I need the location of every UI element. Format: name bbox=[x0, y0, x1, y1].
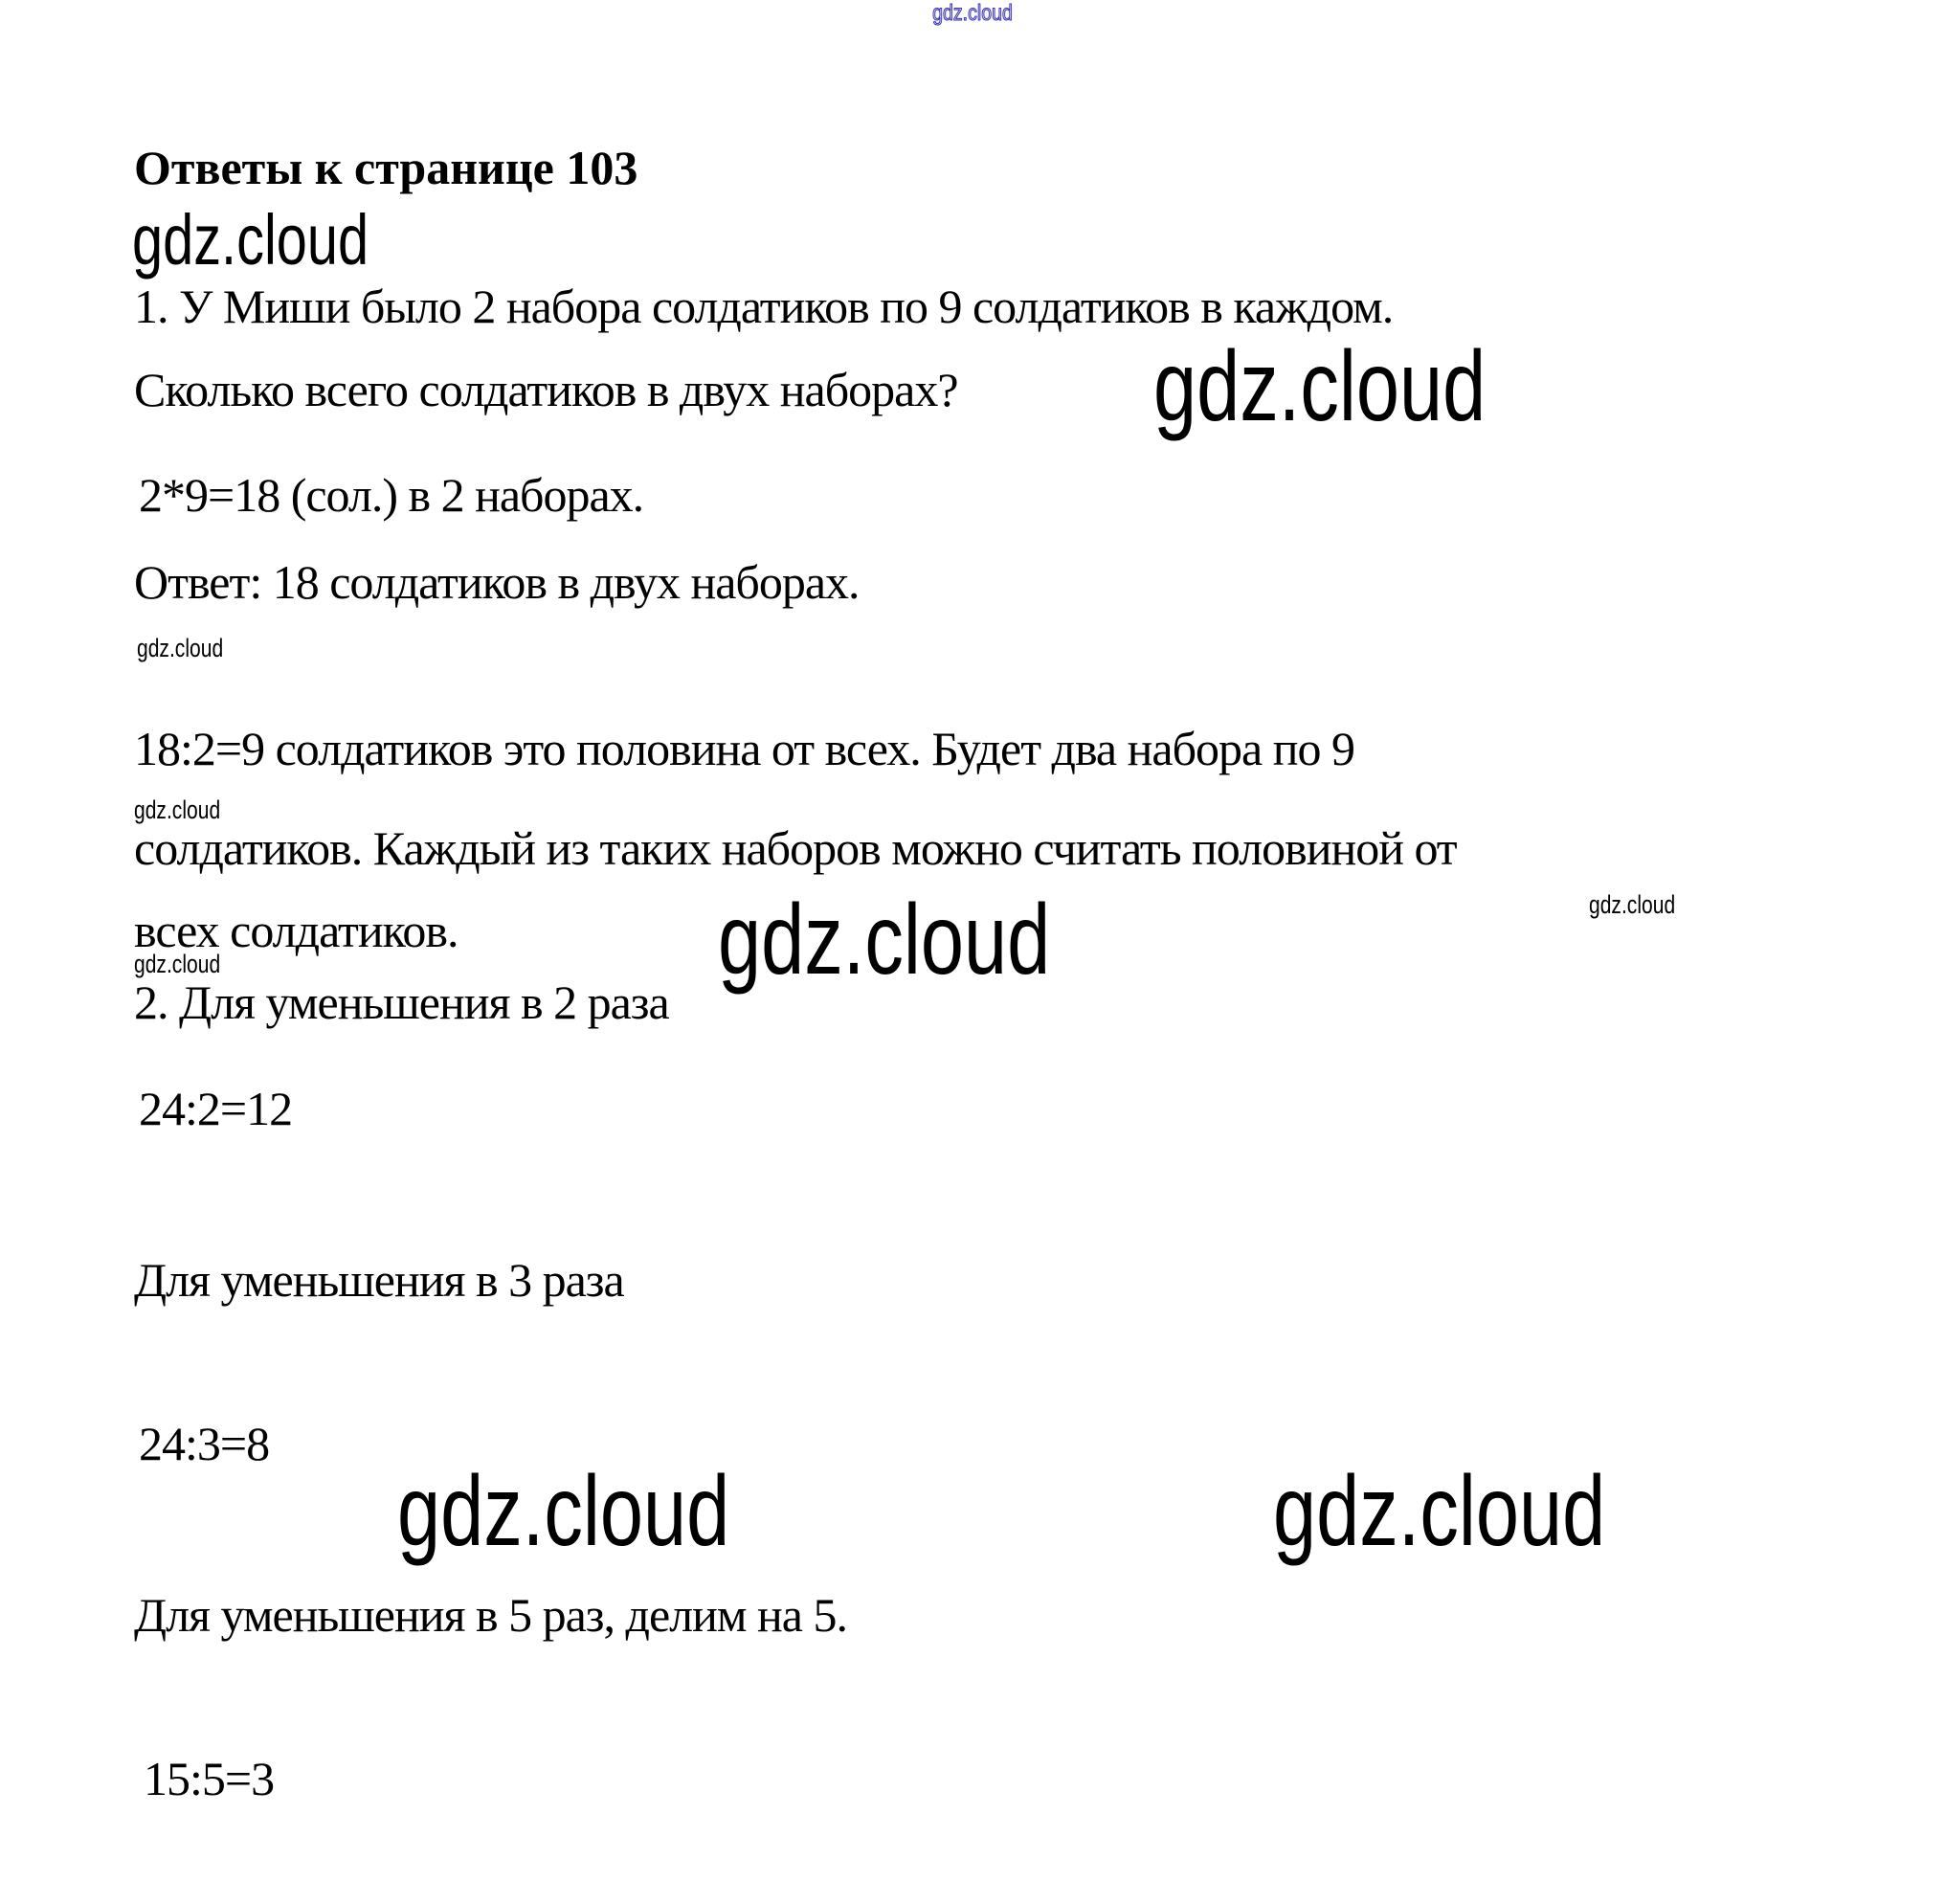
task2-step2-equation: 24:3=8 bbox=[139, 1417, 270, 1470]
task1-solution: 2*9=18 (сол.) в 2 наборах. bbox=[139, 468, 644, 522]
task1-answer: Ответ: 18 солдатиков в двух наборах. bbox=[134, 555, 860, 609]
page-title: Ответы к странице 103 bbox=[134, 141, 638, 194]
watermark-small-2: gdz.cloud bbox=[134, 795, 221, 824]
watermark-top: gdz.cloud bbox=[932, 0, 1013, 25]
watermark-inline-question: gdz.cloud bbox=[1153, 331, 1487, 442]
watermark-header: gdz.cloud bbox=[132, 200, 369, 280]
task1-question-line1: 1. У Миши было 2 набора солдатиков по 9 солдатиков в каждом. bbox=[134, 280, 1394, 333]
task2-step3-equation: 15:5=3 bbox=[144, 1752, 275, 1805]
watermark-bottom-left-large: gdz.cloud bbox=[397, 1456, 730, 1567]
task2-step2-label: Для уменьшения в 3 раза bbox=[134, 1253, 624, 1307]
task2-step1-equation: 24:2=12 bbox=[139, 1082, 293, 1135]
task1-question-line2: Сколько всего солдатиков в двух наборах? bbox=[134, 363, 958, 416]
watermark-bottom-right-large: gdz.cloud bbox=[1273, 1456, 1606, 1567]
watermark-small-3: gdz.cloud bbox=[134, 950, 221, 978]
task2-step1-label: 2. Для уменьшения в 2 раза bbox=[134, 975, 669, 1029]
task1-explanation-line2: солдатиков. Каждый из таких наборов можно считать половиной от bbox=[134, 821, 1457, 875]
task2-step3-label: Для уменьшения в 5 раз, делим на 5. bbox=[134, 1588, 847, 1642]
watermark-small-1: gdz.cloud bbox=[137, 634, 224, 662]
watermark-center-large: gdz.cloud bbox=[718, 885, 1051, 996]
task1-explanation-line3: всех солдатиков. bbox=[134, 904, 458, 957]
watermark-small-right: gdz.cloud bbox=[1589, 890, 1676, 919]
task1-explanation-line1: 18:2=9 солдатиков это половина от всех. Будет два набора по 9 bbox=[134, 722, 1354, 775]
